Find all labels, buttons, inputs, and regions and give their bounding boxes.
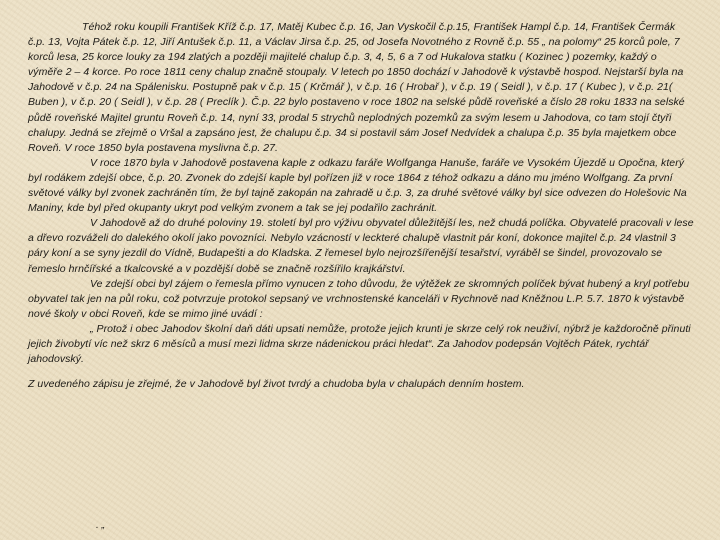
document-page — [28, 20, 694, 392]
paragraph-purchases: Téhož roku koupili František Kříž č.p. 17, Matěj Kubec č.p. 16, Jan Vyskočil č.p.15, František Hampl č.p. 14, František Čermák č.p. 13, Vojta Pátek č.p. 12, Jiří Antušek č.p. 11, a Václav Jirsa č.p. 25, od Josefa Novotného z Rovně č.p. 55 „ na polomy“ 25 korců pole, 7 korců lesa, 25 korce louky za 194 zlatých a později majitelé chalup č.p. 3, 4, 5, 6 a 7 od Hukalova statku ( Kozinec ) pozemky, každý o výměře 2 – 4 korce. Po roce 1811 ceny chalup značně stoupaly. V letech po 1850 dochází v Jahodově k výstavbě hospod. Nejstarší byla na Jahodově v č.p. 24 na Spálenisku. Postupně pak v č.p. 15 ( Krčmář ), v č.p. 16 ( Hrobař ), v č.p. 19 ( Seidl ), v č.p. 17 ( Kubec ), v č.p. 21( Buben ), v č.p. 20 ( Seidl ), v č.p. 28 ( Preclík ). Č.p. 22 bylo postaveno v roce 1802 na selské půdě roveňské a číslo 28 roku 1833 na selské půdě roveňské Majitel gruntu Roveň č.p. 14, nyní 33, prodal 5 strychů neplodných pozemků za svým lesem u Jahodova, co tam stojí čtyři chalupy. Jedná se zřejmě o Vršal a zapsáno jest, že chalupu č.p. 34 si postavil sám Josef Nedvídek a chalupa č.p. 35 byla majetkem obce Roveň. V roce 1850 byla postavena myslivna č.p. 27. — [28, 21, 685, 154]
paragraph-quote: „ Protož i obec Jahodov školní daň dáti upsati nemůže, protože jejich krunti je skrze celý rok neuživí, nýbrž je každoročně přinuti jejich živobytí víc než skrz 6 měsíců a musí mezi lidma skrze nádenickou práci hledat“. Za Jahodov podepsán Vojtěch Pátek, rychtář jahodovský. — [28, 322, 691, 366]
paragraph-gap — [28, 367, 694, 377]
paragraph-crafts: Ve zdejší obci byl zájem o řemesla přímo vynucen z toho důvodu, že výtěžek ze skromných políček bývat hubený a kryl potřebu obyvatel tak jen na půl roku, což potvrzuje protokol sepsaný ve vrchnostenské kanceláři v Rychnově nad Kněžnou L.P. 5.7. 1870 k výstavbě nové školy v obci Roveň, kde se mimo jiné uvádí : — [28, 277, 690, 320]
paragraph-conclusion: Z uvedeného zápisu je zřejmé, že v Jahodově byl život tvrdý a chudoba byla v chalupách denním hostem. — [28, 378, 525, 391]
paragraph-chapel: V roce 1870 byla v Jahodově postavena kaple z odkazu faráře Wolfganga Hanuše, faráře ve Vysokém Újezdě u Opočna, který byl rodákem zdejší obce, č.p. 20. Zvonek do zdejší kaple byl pořízen již v roce 1864 z téhož odkazu a dáno mu jméno Wolfgang. Za první světové války byl zvonek zachráněn tím, že byl tajně zakopán na zahradě u č.p. 3, za druhé světové války byl sice odvezen do Holešovic Na Maniny, kde byl před okupanty ukryt pod velkým zvonem a tak se jej podařilo zachránit. — [28, 156, 687, 215]
paragraph-livelihood: V Jahodově až do druhé poloviny 19. století byl pro výživu obyvatel důležitější les, než chudá políčka. Obyvatelé pracovali v lese a dřevo rozváželi do dalekého okolí jako povozníci. Nebylo vzácností v leckteré chalupě vlastnit pár koní, dokonce majitel č.p. 24 vlastnil 3 páry koní a se syny jezdil do Vídně, Budapešti a do Kladska. Z řemesel bylo nejrozšířenější tesařství, vyráběl se šindel, provozovalo se řemeslo hrnčířské a tkalcovské a v pozdější době se značně rozšířilo krajkářství. — [28, 217, 694, 275]
footer-mark: . „ — [96, 520, 105, 531]
